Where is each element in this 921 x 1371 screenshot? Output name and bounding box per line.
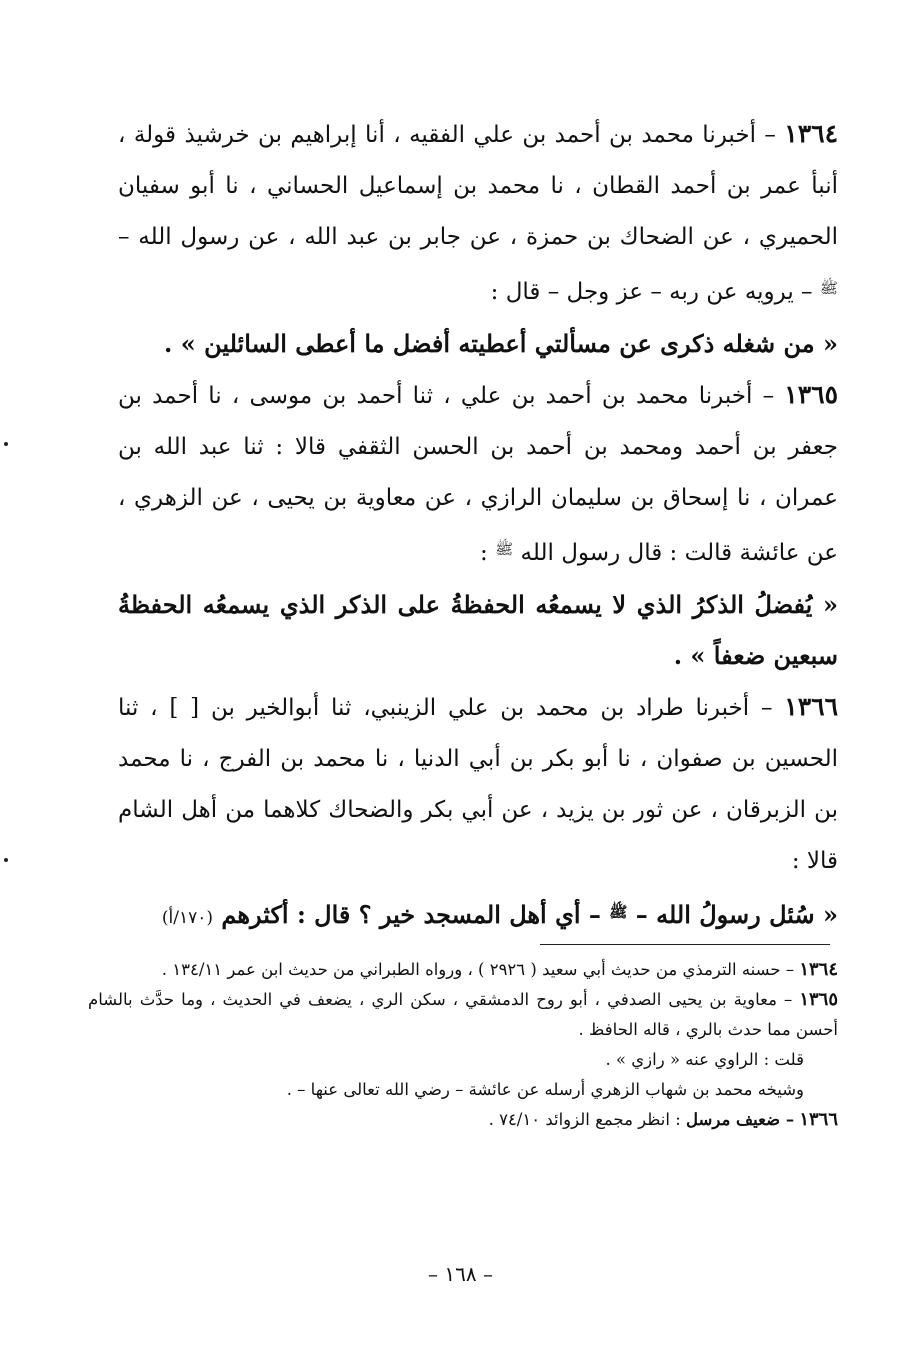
hadith-isnad-end: – يرويه عن ربه – عز وجل – قال : xyxy=(490,279,813,305)
hadith-matn-end: – أي أهل المسجد خير ؟ قال : أكثرهم xyxy=(221,900,601,929)
footnote-text: – حسنه الترمذي من حديث أبي سعيد ( ٢٩٢٦ ) ، ورواه الطبراني من حديث ابن عمر ١٣٤/١١ . xyxy=(161,960,795,979)
main-text xyxy=(118,108,838,944)
footnote-1364 xyxy=(88,955,838,985)
salla-honorific: ﷺ xyxy=(609,903,628,921)
hadith-number: ١٣٦٦ xyxy=(784,692,838,721)
hadith-matn: « يُفضلُ الذكرُ الذي لا يسمعُه الحفظةُ على الذكر الذي يسمعُه الحفظةُ سبعين ضعفاً » . xyxy=(118,590,838,670)
hadith-isnad: – أخبرنا محمد بن أحمد بن علي الفقيه ، أنا إبراهيم بن خرشيذ قولة ، أنبأ عمر بن أحمد القطان ، نا محمد بن إسماعيل الحساني ، نا أبو سفيان الحميري ، عن الضحاك بن حمزة ، عن جابر بن عبد الله ، عن رسول الله – xyxy=(118,122,838,250)
hadith-isnad-end: : xyxy=(480,540,488,566)
hadith-matn-start: « سُئل رسولُ الله – xyxy=(635,900,838,929)
hadith-1366 xyxy=(118,681,838,887)
salla-honorific: ﷺ xyxy=(819,279,838,297)
hadith-isnad: – أخبرنا طراد بن محمد بن علي الزينبي، ثنا أبوالخير بن [ ] ، ثنا الحسين بن صفوان ، نا أبو بكر بن أبي الدنيا ، نا محمد بن الفرج ، نا محمد بن الزبرقان ، عن ثور بن يزيد ، عن أبي بكر والضحاك كلاهما من أهل الشام قالا : xyxy=(118,695,838,874)
footnote-note: قلت : الراوي عنه « رازي » . xyxy=(605,1050,804,1069)
footnotes xyxy=(88,955,838,1135)
margin-mark xyxy=(4,442,8,446)
hadith-1364 xyxy=(118,108,838,318)
footnote-1365 xyxy=(88,985,838,1045)
page-number: – ١٦٨ – xyxy=(428,1262,493,1286)
hadith-1365 xyxy=(118,369,838,579)
footnote-number: ١٣٦٥ xyxy=(799,989,839,1010)
footnote-number: ١٣٦٦ xyxy=(799,1109,838,1130)
footnote-1366 xyxy=(88,1105,838,1135)
hadith-isnad: – أخبرنا محمد بن أحمد بن علي ، ثنا أحمد بن موسى ، نا أحمد بن جعفر بن أحمد ومحمد بن أحمد بن الحسن الثقفي قالا : ثنا عبد الله بن عمران ، نا إسحاق بن سليمان الرازي ، عن معاوية بن يحيى ، عن الزهري ، عن عائشة قالت : قال رسول الله xyxy=(118,383,838,566)
footnote-divider xyxy=(540,944,830,945)
salla-honorific: ﷺ xyxy=(495,540,514,558)
footnote-number: ١٣٦٤ xyxy=(799,959,838,980)
hadith-matn: « من شغله ذكرى عن مسألتي أعطيته أفضل ما أعطى السائلين » . xyxy=(164,329,838,358)
footnote-text: – معاوية بن يحيى الصدفي ، أبو روح الدمشقي ، سكن الري ، يضعف في الحديث ، وما حدَّث بالشام أحسن مما حدث بالري ، قاله الحافظ . xyxy=(88,990,838,1039)
hadith-number: ١٣٦٤ xyxy=(784,119,839,148)
footnote-text: : انظر مجمع الزوائد ٧٤/١٠ . xyxy=(488,1110,681,1129)
hadith-number: ١٣٦٥ xyxy=(784,380,839,409)
footnote-grading: – ضعيف مرسل xyxy=(686,1110,795,1129)
footnote-note: وشيخه محمد بن شهاب الزهري أرسله عن عائشة – رضي الله تعالى عنها – . xyxy=(286,1080,804,1099)
folio-reference: (١٧٠/أ) xyxy=(161,908,214,928)
margin-mark xyxy=(4,858,8,862)
hadith-matn xyxy=(118,887,838,944)
